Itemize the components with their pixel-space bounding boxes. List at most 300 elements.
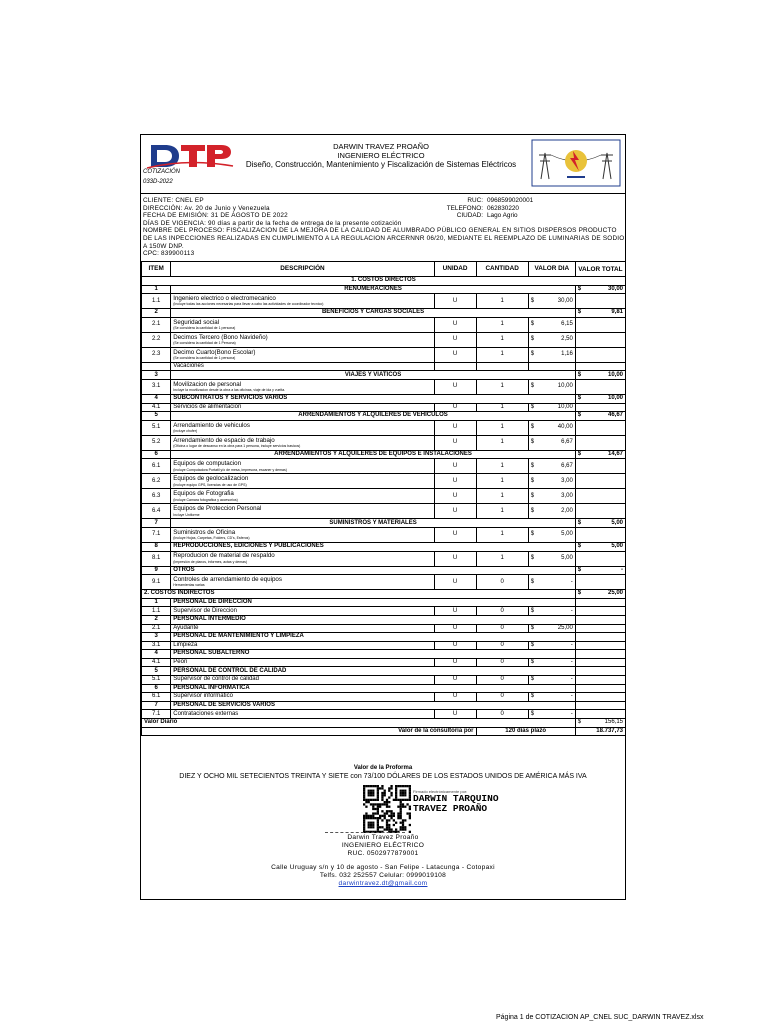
table-row <box>142 504 626 519</box>
row-item: 4.1 <box>142 403 171 412</box>
category-total <box>575 684 625 693</box>
table-row <box>142 684 626 693</box>
table-row <box>142 566 626 575</box>
row-description <box>171 459 434 474</box>
description-main: Ingeniero electrico o electromecanico <box>173 294 276 302</box>
total-amount: 14,67 <box>607 450 623 457</box>
currency-symbol: $ <box>530 321 535 328</box>
day-value-amount: 40,00 <box>557 424 573 431</box>
row-total <box>575 693 625 702</box>
total-amount: 5,00 <box>611 519 623 526</box>
row-quantity: 0 <box>476 710 528 719</box>
row-total <box>575 317 625 332</box>
day-value-amount: 2,00 <box>561 507 573 514</box>
row-item: 8 <box>142 542 171 551</box>
row-total <box>575 362 625 371</box>
currency-symbol: $ <box>530 554 535 561</box>
row-day-value <box>528 379 575 394</box>
table-row <box>142 693 626 702</box>
currency-symbol: $ <box>530 439 535 446</box>
signer-ruc: RUC. 0502977879001 <box>347 850 419 857</box>
description-main: Equipos de Proteccion Personal <box>173 505 262 513</box>
description-note: (Se considera la cantidad de 1 persona) <box>173 356 236 361</box>
row-description <box>171 294 434 309</box>
header-description: DESCRIPCIÓN <box>171 262 434 277</box>
signer-title: INGENIERO ELÉCTRICO <box>341 842 425 849</box>
quotation-sheet <box>140 134 626 900</box>
row-item: 2 <box>142 309 171 318</box>
header-day-value: VALOR DIA <box>528 262 575 277</box>
row-total <box>575 710 625 719</box>
day-value-amount: - <box>570 676 573 683</box>
description-note: Incluye la movilizacion desde la obra a las oficinas, viaje de ida y vuelta. <box>173 388 286 393</box>
row-item: 9 <box>142 566 171 575</box>
row-item: 6.1 <box>142 693 171 702</box>
category-label: PERSONAL SUBALTERNO <box>171 650 576 659</box>
row-unit: U <box>434 294 476 309</box>
row-day-value <box>528 294 575 309</box>
proforma-footer <box>141 765 625 780</box>
row-total <box>575 527 625 542</box>
row-unit: U <box>434 489 476 504</box>
row-item: 3.1 <box>142 641 171 650</box>
table-row <box>142 412 626 421</box>
row-unit: U <box>434 527 476 542</box>
row-quantity: 1 <box>476 317 528 332</box>
table-row <box>142 598 626 607</box>
row-unit: U <box>434 676 476 685</box>
header-quantity: CANTIDAD <box>476 262 528 277</box>
table-row <box>142 641 626 650</box>
currency-symbol: $ <box>530 676 535 683</box>
currency-symbol: $ <box>530 477 535 484</box>
description-main: Decimos Tercero (Bono Navideño) <box>173 333 268 341</box>
table-row <box>142 489 626 504</box>
row-unit: U <box>434 607 476 616</box>
day-value-amount: 10,00 <box>557 403 573 410</box>
category-total <box>575 615 625 624</box>
row-item: 3 <box>142 633 171 642</box>
row-item: 2.3 <box>142 347 171 362</box>
company-services: Diseño, Construcción, Mantenimiento y Fiscalización de Sistemas Eléctricos <box>245 160 517 169</box>
description-note: (Incluye equipo GPS, licencias de uso de GPS) <box>173 482 247 487</box>
row-description <box>171 474 434 489</box>
row-unit: U <box>434 641 476 650</box>
row-description: Supervisor informatico <box>171 693 434 702</box>
category-label: PERSONAL INFORMATICA <box>171 684 576 693</box>
currency-symbol: $ <box>577 395 582 402</box>
table-row <box>142 294 626 309</box>
row-day-value <box>528 607 575 616</box>
row-description <box>171 575 434 590</box>
total-amount: 9,81 <box>611 309 623 316</box>
row-total <box>575 435 625 450</box>
section-total <box>575 590 625 599</box>
row-unit: U <box>434 420 476 435</box>
category-total <box>575 519 625 528</box>
category-label: SUBCONTRATOS Y SERVICIOS VARIOS <box>171 394 576 403</box>
row-day-value <box>528 332 575 347</box>
table-row <box>142 435 626 450</box>
table-row <box>142 371 626 380</box>
table-row <box>142 701 626 710</box>
page-footer: Página 1 de COTIZACION AP_CNEL SUC_DARWIN TRAVEZ.xlsx <box>496 1014 704 1021</box>
row-quantity: 1 <box>476 527 528 542</box>
row-day-value <box>528 347 575 362</box>
row-item: 5.1 <box>142 420 171 435</box>
row-item: 2.2 <box>142 332 171 347</box>
description-main: Equipos de Fotografia <box>173 490 234 498</box>
row-item: 2.1 <box>142 624 171 633</box>
row-unit: U <box>434 551 476 566</box>
table-row <box>142 379 626 394</box>
row-item: 7 <box>142 519 171 528</box>
day-value-amount: 3,00 <box>561 477 573 484</box>
row-day-value <box>528 362 575 371</box>
row-item: 7 <box>142 701 171 710</box>
row-item: 3.1 <box>142 379 171 394</box>
row-item: 8.1 <box>142 551 171 566</box>
row-unit: U <box>434 693 476 702</box>
currency-symbol: $ <box>530 507 535 514</box>
header-total-value: VALOR TOTAL <box>575 262 625 277</box>
telefono-value: 062830220 <box>487 204 519 212</box>
currency-symbol: $ <box>530 641 535 648</box>
table-row <box>142 420 626 435</box>
row-day-value <box>528 527 575 542</box>
day-value-amount: 6,67 <box>561 462 573 469</box>
row-unit: U <box>434 658 476 667</box>
row-item: 3 <box>142 371 171 380</box>
table-row <box>142 658 626 667</box>
description-note: Incluye Uniforme <box>173 512 200 517</box>
row-item: 4 <box>142 394 171 403</box>
table-row <box>142 551 626 566</box>
table-row <box>142 519 626 528</box>
row-item: 6.3 <box>142 489 171 504</box>
signature-line <box>325 832 405 833</box>
row-quantity: 1 <box>476 332 528 347</box>
description-main: Seguridad social <box>173 318 220 326</box>
row-day-value <box>528 575 575 590</box>
row-total <box>575 403 625 412</box>
row-item: 1 <box>142 598 171 607</box>
currency-symbol: $ <box>530 710 535 717</box>
table-row <box>142 527 626 542</box>
row-unit: U <box>434 710 476 719</box>
category-label: SUMINISTROS Y MATERIALES <box>171 519 576 528</box>
row-day-value <box>528 317 575 332</box>
row-quantity: 1 <box>476 551 528 566</box>
description-note: (incluye chofer) <box>173 429 198 433</box>
row-unit: U <box>434 624 476 633</box>
row-description <box>171 435 434 450</box>
row-total <box>575 641 625 650</box>
row-day-value <box>528 710 575 719</box>
row-description <box>171 527 434 542</box>
description-note: (Se considera la cantidad de 1 Persona) <box>173 341 236 346</box>
row-day-value <box>528 435 575 450</box>
table-row <box>142 403 626 412</box>
currency-symbol: $ <box>530 693 535 700</box>
category-label: PERSONAL DE CONTROL DE CALIDAD <box>171 667 576 676</box>
daily-value-row <box>142 719 626 728</box>
row-item: 4.1 <box>142 658 171 667</box>
company-info <box>241 142 521 169</box>
row-day-value <box>528 551 575 566</box>
table-header-row <box>142 262 626 277</box>
row-quantity: 0 <box>476 641 528 650</box>
row-item: 1.1 <box>142 607 171 616</box>
row-day-value <box>528 459 575 474</box>
currency-symbol: $ <box>577 371 582 378</box>
row-total <box>575 420 625 435</box>
category-total <box>575 667 625 676</box>
company-name: DARWIN TRAVEZ PROAÑO <box>333 142 429 151</box>
row-description: Supervisor de Direccion <box>171 607 434 616</box>
day-value-amount: - <box>570 641 573 648</box>
category-total <box>575 309 625 318</box>
validity-days: DÍAS DE VIGENCIA: 90 días a partir de la fecha de entrega de la presente cotización <box>143 219 402 227</box>
description-main: Arrendamiento de vehiculos <box>173 421 250 429</box>
category-total <box>575 701 625 710</box>
telefono-label: TELEFONO: <box>446 204 483 212</box>
row-total <box>575 459 625 474</box>
consulting-label: Valor de la consultoria por <box>142 727 477 736</box>
description-main: Decimo Cuarto(Bono Escolar) <box>173 348 256 356</box>
row-item: 5 <box>142 412 171 421</box>
total-amount: 30,00 <box>607 285 623 292</box>
client-contact <box>441 197 533 220</box>
table-row <box>142 285 626 294</box>
email-link[interactable]: darwintravez.dt@gmail.com <box>338 880 428 887</box>
category-label: PERSONAL DE DIRECCION <box>171 598 576 607</box>
row-description <box>171 332 434 347</box>
day-value-amount: - <box>570 710 573 717</box>
description-note: (Incluye Computadora Portatil y/o de mesa, impresora, escaner y demas) <box>173 467 287 472</box>
row-item: 4 <box>142 650 171 659</box>
day-value-amount: - <box>570 578 573 585</box>
row-item: 5.1 <box>142 676 171 685</box>
row-quantity: 1 <box>476 403 528 412</box>
table-row <box>142 624 626 633</box>
process-name-3: A 150W DNP. <box>143 242 184 250</box>
row-total <box>575 489 625 504</box>
row-quantity: 1 <box>476 379 528 394</box>
row-quantity: 1 <box>476 347 528 362</box>
row-unit: U <box>434 317 476 332</box>
signer-block <box>141 834 625 888</box>
row-quantity <box>476 362 528 371</box>
currency-symbol: $ <box>530 531 535 538</box>
consulting-value-row <box>142 727 626 736</box>
consulting-total: 18.737,73 <box>575 727 625 736</box>
category-total <box>575 412 625 421</box>
day-value-amount: - <box>570 607 573 614</box>
description-main: Equipos de computacion <box>173 460 242 468</box>
table-row <box>142 317 626 332</box>
currency-symbol: $ <box>530 403 535 410</box>
category-label: RENUMERACIONES <box>171 285 576 294</box>
row-total <box>575 676 625 685</box>
table-row <box>142 633 626 642</box>
currency-symbol: $ <box>530 624 535 631</box>
row-description <box>171 317 434 332</box>
currency-symbol: $ <box>530 383 535 390</box>
row-description: Vacaciones <box>171 362 434 371</box>
currency-symbol: $ <box>577 309 582 316</box>
signature-name-2: TRAVEZ PROAÑO <box>413 803 488 814</box>
row-item <box>142 362 171 371</box>
category-total <box>575 450 625 459</box>
row-total <box>575 504 625 519</box>
description-note: (Oficina o lugar de descanso en la obra para 1 persona, incluye servicios basicos) <box>173 444 301 448</box>
currency-symbol: $ <box>577 450 582 457</box>
row-item: 2 <box>142 615 171 624</box>
row-item: 1 <box>142 285 171 294</box>
company-phones: Telfs. 032 252557 Celular: 0999019108 <box>319 872 447 879</box>
category-label: PERSONAL DE SERVICIOS VARIOS <box>171 701 576 710</box>
currency-symbol: $ <box>577 566 582 573</box>
row-description: Ayudante <box>171 624 434 633</box>
header-item: ITEM <box>142 262 171 277</box>
row-total <box>575 575 625 590</box>
day-value-amount: 10,00 <box>557 383 573 390</box>
row-item: 7.1 <box>142 710 171 719</box>
table-row <box>142 590 626 599</box>
row-unit: U <box>434 332 476 347</box>
category-total <box>575 598 625 607</box>
row-total <box>575 658 625 667</box>
row-total <box>575 474 625 489</box>
currency-symbol: $ <box>530 607 535 614</box>
row-description: Servicios de alimentacion <box>171 403 434 412</box>
day-value-amount: 2,50 <box>561 336 573 343</box>
currency-symbol: $ <box>577 719 582 726</box>
client-address: DIRECCIÓN: Av. 20 de Junio y Venezuela <box>143 204 270 212</box>
row-quantity: 1 <box>476 435 528 450</box>
currency-symbol: $ <box>530 336 535 343</box>
row-total <box>575 624 625 633</box>
category-label: REPRODUCCIONES, EDICIONES Y PUBLICACIONES <box>171 542 576 551</box>
day-value-amount: 5,00 <box>561 531 573 538</box>
row-quantity: 1 <box>476 474 528 489</box>
day-value-amount: - <box>570 693 573 700</box>
total-amount: 5,00 <box>611 543 623 550</box>
table-row <box>142 650 626 659</box>
description-note: (Impresión de planos, informes, actas y demas) <box>173 559 247 564</box>
description-note: (Incluye todas las acciones necesarias para llevar a cabo las actividades de coordinador tecnico) <box>173 302 324 307</box>
daily-value-label: Valor Diario <box>142 719 576 728</box>
row-description <box>171 379 434 394</box>
table-row <box>142 710 626 719</box>
row-description <box>171 504 434 519</box>
row-quantity: 1 <box>476 420 528 435</box>
row-day-value <box>528 420 575 435</box>
description-main: Controles de arrendamiento de equipos <box>173 575 282 583</box>
day-value-amount: 6,67 <box>561 439 573 446</box>
row-day-value <box>528 474 575 489</box>
row-quantity: 0 <box>476 676 528 685</box>
section-direct-costs: 1. COSTOS DIRECTOS <box>142 277 626 286</box>
row-total <box>575 294 625 309</box>
row-description: Contrataciones externas <box>171 710 434 719</box>
row-day-value <box>528 676 575 685</box>
row-description <box>171 420 434 435</box>
row-item: 6.4 <box>142 504 171 519</box>
row-day-value <box>528 641 575 650</box>
company-address: Calle Uruguay s/n y 10 de agosto - San Felipe - Latacunga - Cotopaxi <box>271 864 495 871</box>
proforma-label: Valor de la Proforma <box>353 765 413 771</box>
category-label: OTROS <box>171 566 576 575</box>
ciudad-label: CIUDAD: <box>456 212 483 220</box>
row-quantity: 1 <box>476 459 528 474</box>
description-main: Suministros de Oficina <box>173 528 236 536</box>
row-item: 6 <box>142 684 171 693</box>
row-description <box>171 347 434 362</box>
table-row <box>142 667 626 676</box>
dtp-logo-icon <box>145 141 237 171</box>
row-description <box>171 489 434 504</box>
table-row <box>142 676 626 685</box>
description-main: Reproducion de material de respaldo <box>173 552 275 560</box>
description-note: (Se considera la cantidad de 1 persona) <box>173 326 236 331</box>
row-day-value <box>528 658 575 667</box>
total-amount: 10,00 <box>607 371 623 378</box>
currency-symbol: $ <box>577 590 582 597</box>
ruc-value: 0968599020001 <box>487 197 534 204</box>
currency-symbol: $ <box>530 424 535 431</box>
row-item: 5 <box>142 667 171 676</box>
row-description: Limpieza <box>171 641 434 650</box>
row-description: Peon <box>171 658 434 667</box>
row-unit: U <box>434 435 476 450</box>
total-amount: - <box>621 566 623 573</box>
category-total <box>575 542 625 551</box>
category-label: PERSONAL INTERMEDIO <box>171 615 576 624</box>
daily-value <box>575 719 625 728</box>
table-row <box>142 607 626 616</box>
currency-symbol: $ <box>577 543 582 550</box>
row-item: 5.2 <box>142 435 171 450</box>
consulting-term: 120 días plazo <box>476 727 575 736</box>
row-item: 6.2 <box>142 474 171 489</box>
power-tower-icon <box>531 139 621 187</box>
table-row <box>142 450 626 459</box>
signer-name: Darwin Travez Proaño <box>347 834 419 841</box>
table-row <box>142 394 626 403</box>
row-item: 6 <box>142 450 171 459</box>
currency-symbol: $ <box>577 519 582 526</box>
row-day-value <box>528 504 575 519</box>
row-day-value <box>528 693 575 702</box>
currency-symbol: $ <box>577 412 582 419</box>
description-main: Movilizacion de personal <box>173 380 242 388</box>
currency-symbol: $ <box>530 297 535 304</box>
category-label: BENEFICIOS Y CARGAS SOCIALES <box>171 309 576 318</box>
company-title: INGENIERO ELÉCTRICO <box>337 151 425 160</box>
total-amount: 10,00 <box>607 395 623 402</box>
currency-symbol: $ <box>577 285 582 292</box>
category-label: ARRENDAMIENTOS Y ALQUILERES DE EQUIPOS E INSTALACIONES <box>171 450 576 459</box>
qr-code-icon <box>363 785 411 833</box>
section-indirect-costs: 2. COSTOS INDIRECTOS <box>142 590 576 599</box>
row-total <box>575 332 625 347</box>
row-quantity: 1 <box>476 504 528 519</box>
category-label: PERSONAL DE MANTENIMIENTO Y LIMPIEZA <box>171 633 576 642</box>
currency-symbol: $ <box>530 351 535 358</box>
currency-symbol: $ <box>530 659 535 666</box>
